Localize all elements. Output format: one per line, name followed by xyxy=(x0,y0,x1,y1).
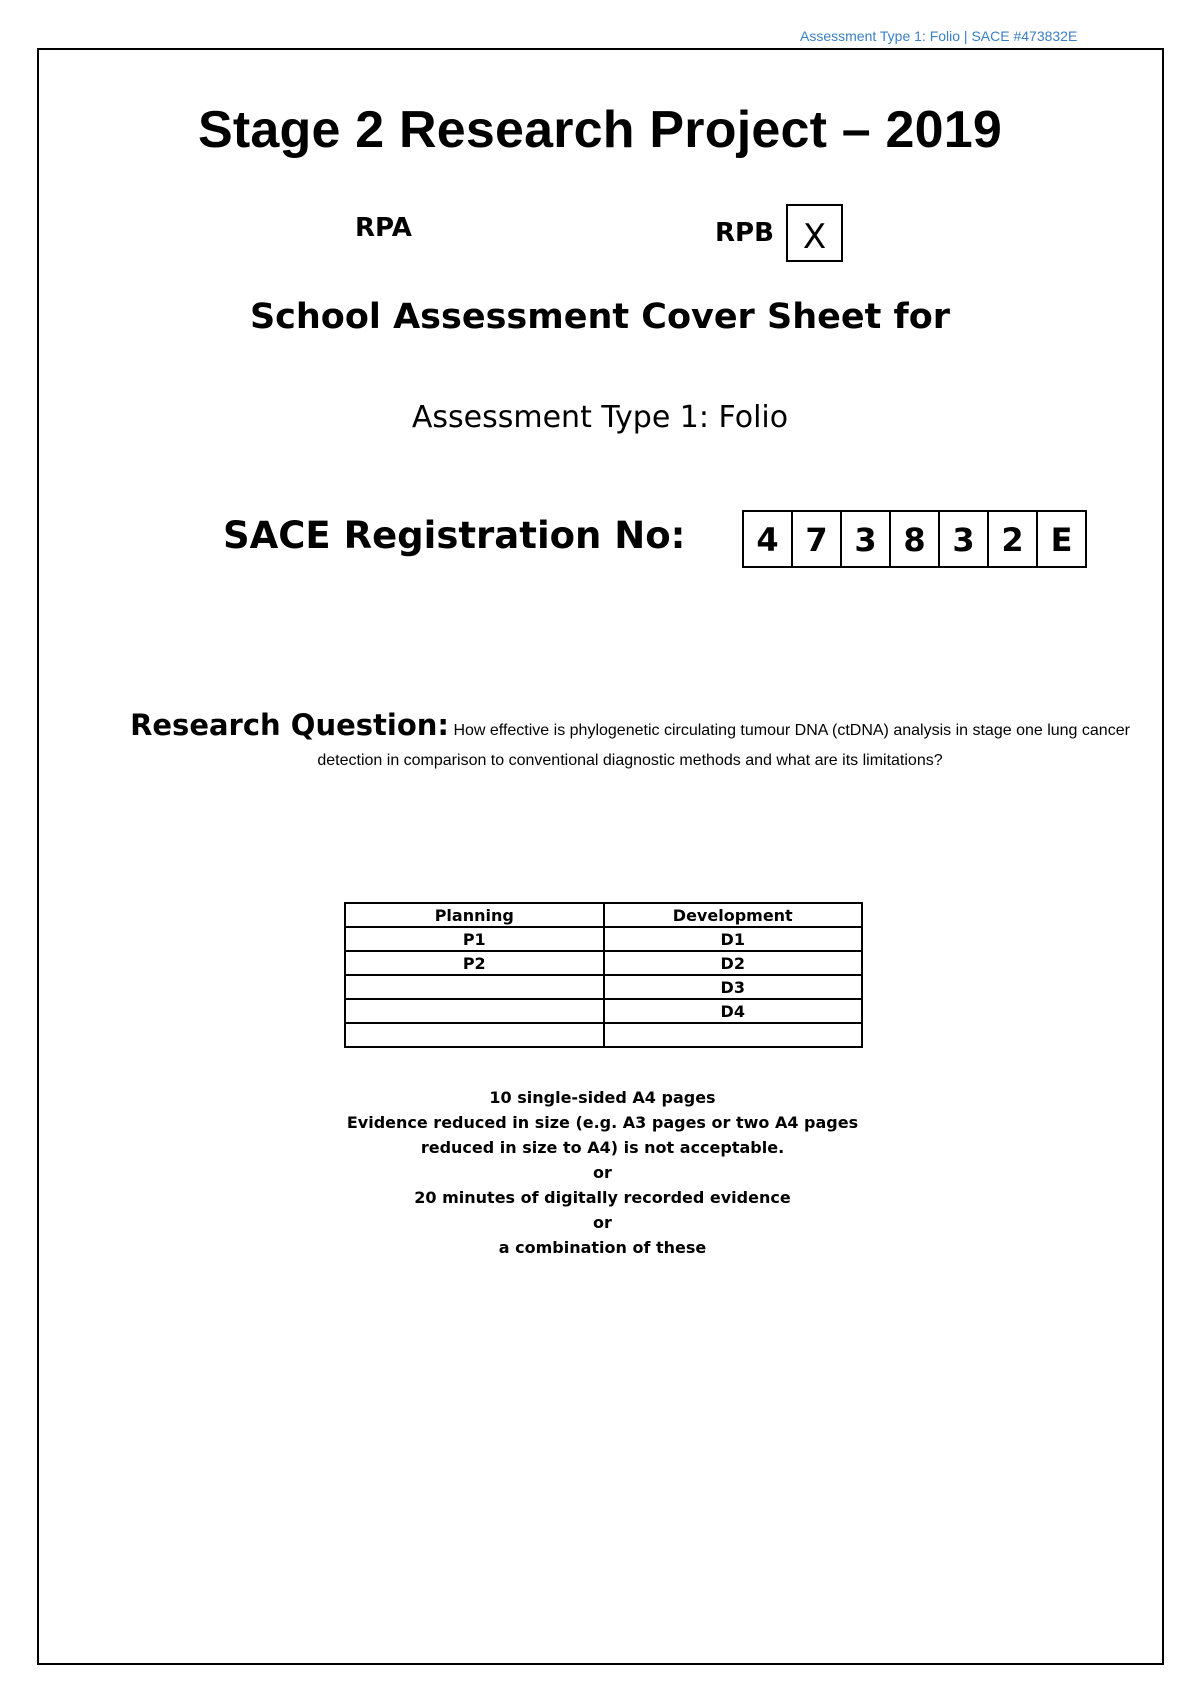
table-cell xyxy=(604,1023,863,1047)
table-cell xyxy=(345,975,604,999)
sace-registration-label: SACE Registration No: xyxy=(223,514,686,557)
note-line: reduced in size to A4) is not acceptable. xyxy=(420,1138,785,1157)
table-row xyxy=(345,951,862,975)
table-cell: D1 xyxy=(604,927,863,951)
research-question-text: How effective is phylogenetic circulating tumour DNA (ctDNA) analysis in stage one lung cancer detection in comparison to conventional diagnostic methods and what are its limitations? xyxy=(317,722,1130,769)
note-line: 20 minutes of digitally recorded evidence xyxy=(414,1188,791,1207)
rpb-checkbox: X xyxy=(786,204,843,262)
cover-sheet-heading: School Assessment Cover Sheet for xyxy=(249,297,951,337)
page-border xyxy=(37,48,1164,1665)
assessment-type: Assessment Type 1: Folio xyxy=(411,400,789,435)
evidence-notes xyxy=(0,1085,1200,1260)
sace-digit: 8 xyxy=(891,512,940,566)
table-cell: P1 xyxy=(345,927,604,951)
table-row xyxy=(345,927,862,951)
sace-digit: E xyxy=(1050,521,1073,559)
table-cell: D3 xyxy=(604,975,863,999)
sace-digit: 3 xyxy=(940,512,989,566)
table-cell: P2 xyxy=(345,951,604,975)
note-line: or xyxy=(593,1163,612,1182)
note-line: a combination of these xyxy=(498,1238,707,1257)
table-header-row xyxy=(345,903,862,927)
note-line: or xyxy=(593,1213,612,1232)
table-cell xyxy=(345,999,604,1023)
sace-digit: 4 xyxy=(744,512,793,566)
table-row xyxy=(345,1023,862,1047)
table-row xyxy=(345,975,862,999)
sace-digit: 3 xyxy=(842,512,891,566)
rpa-label: RPA xyxy=(355,213,412,243)
page-header-note: Assessment Type 1: Folio | SACE #473832E xyxy=(800,28,1078,44)
column-header-planning: Planning xyxy=(345,903,604,927)
note-line: Evidence reduced in size (e.g. A3 pages or two A4 pages xyxy=(346,1113,859,1132)
sace-digit: 7 xyxy=(793,512,842,566)
rpb-label: RPB xyxy=(715,218,774,248)
research-question xyxy=(120,710,1140,776)
document-title: Stage 2 Research Project – 2019 xyxy=(198,101,1002,159)
research-question-label: Research Question: xyxy=(130,708,449,742)
table-cell xyxy=(345,1023,604,1047)
sace-registration-boxes xyxy=(742,510,1087,568)
sace-digit: 2 xyxy=(989,512,1038,566)
table-row xyxy=(345,999,862,1023)
criteria-table xyxy=(344,902,863,1048)
column-header-development: Development xyxy=(604,903,863,927)
table-cell: D4 xyxy=(604,999,863,1023)
note-line: 10 single-sided A4 pages xyxy=(489,1088,716,1107)
table-cell: D2 xyxy=(604,951,863,975)
